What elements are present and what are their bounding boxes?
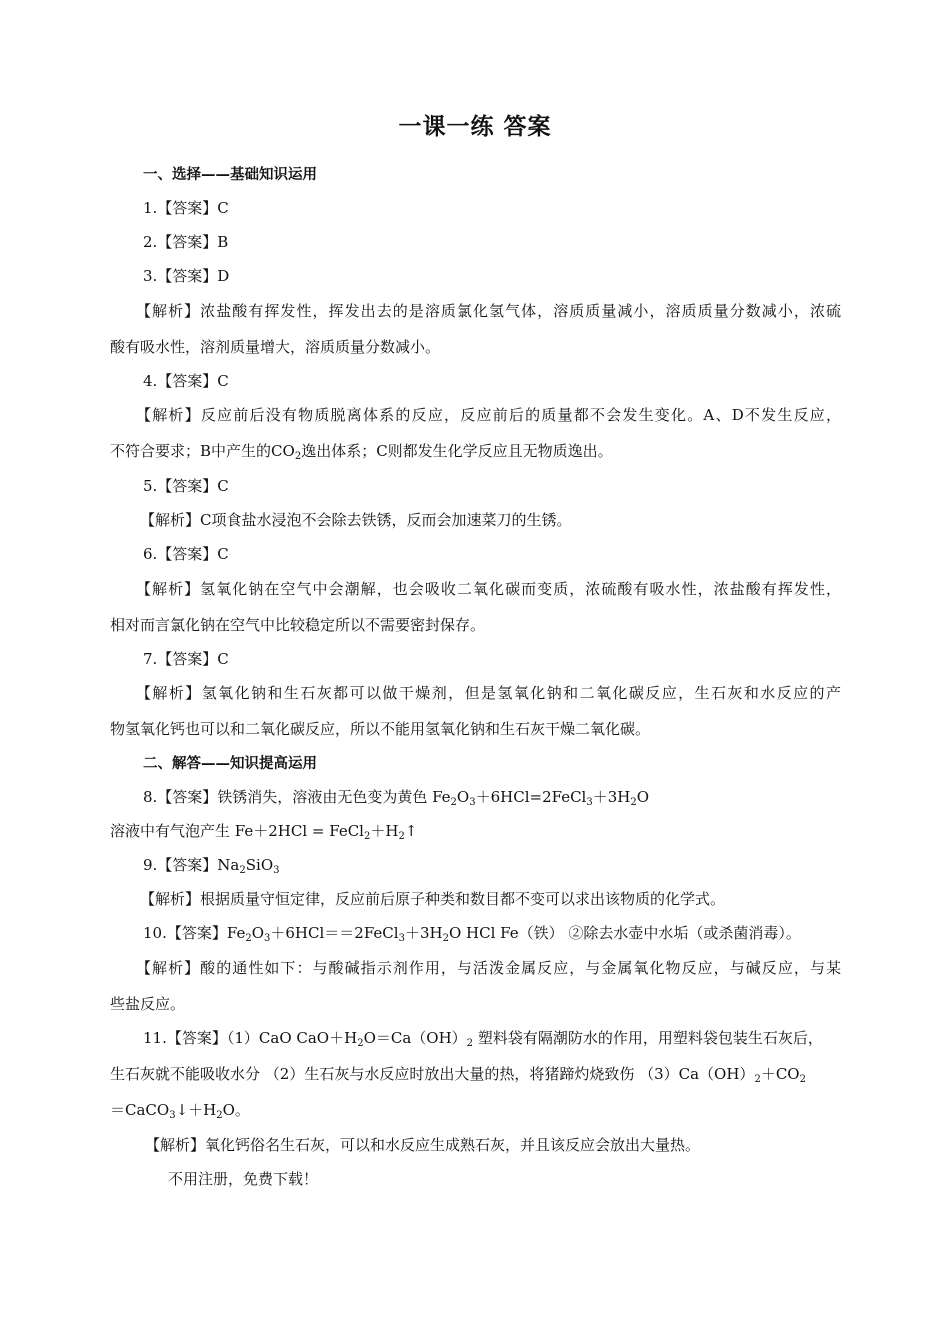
page-title: 一课一练 答案 [398,114,552,140]
answer-q11-line1: 11.【答案】（1）CaO $CaO+H_2O=Ca(OH)_2$ 塑料袋有隔潮防水的作用，用塑料袋包装生石灰后， [143,1029,823,1049]
explanation-q6-line2: 相对而言氯化钠在空气中比较稳定所以不需要密封保存。 [110,616,486,634]
explanation-q4-line2: 不符合要求；B中产生的$CO_2$逸出体系；C则都发生化学反应且无物质逸出。 [110,442,613,462]
explanation-q7-line1: 【解析】氢氧化钠和生石灰都可以做干燥剂，但是氢氧化钠和二氧化碳反应，生石灰和水反应的产 [136,684,841,702]
explanation-q11: 【解析】氧化钙俗名生石灰，可以和水反应生成熟石灰，并且该反应会放出大量热。 [145,1136,701,1154]
answer-q1: 1.【答案】C [143,199,229,217]
explanation-q9: 【解析】根据质量守恒定律，反应前后原子种类和数目都不变可以求出该物质的化学式。 [140,890,726,908]
answer-q4: 4.【答案】C [143,372,229,390]
answer-q6: 6.【答案】C [143,545,229,563]
explanation-q3-line1: 【解析】浓盐酸有挥发性，挥发出去的是溶质氯化氢气体，溶质质量减小，溶质质量分数减小，浓硫 [136,302,841,320]
answer-q7: 7.【答案】C [143,650,229,668]
explanation-q5: 【解析】C项食盐水浸泡不会除去铁锈，反而会加速菜刀的生锈。 [140,511,572,529]
answer-q3: 3.【答案】D [143,267,230,285]
explanation-q6-line1: 【解析】氢氧化钠在空气中会潮解，也会吸收二氧化碳而变质，浓硫酸有吸水性，浓盐酸有挥发性， [136,580,841,598]
answer-q8-line2: 溶液中有气泡产生 $Fe+2HCl = FeCl_2+H_2↑$ [110,822,418,842]
answer-q8-line1: 8.【答案】铁锈消失，溶液由无色变为黄色 $Fe_2O_3+6HCl=2FeCl_3+3H_2O$ [143,788,650,808]
explanation-q3-line2: 酸有吸水性，溶剂质量增大，溶质质量分数减小。 [110,338,441,356]
explanation-q4-line1: 【解析】反应前后没有物质脱离体系的反应，反应前后的质量都不会发生变化。A、D不发生反应， [136,406,841,424]
answer-q2: 2.【答案】B [143,233,229,251]
section-heading-choice: 一、选择——基础知识运用 [143,167,317,183]
answer-q9: 9.【答案】$Na_2SiO_3$ [143,856,280,876]
footer-note: 不用注册，免费下载！ [168,1170,319,1188]
answer-q11-line3: $=CaCO_3↓+H_2O$。 [110,1101,250,1121]
answer-q5: 5.【答案】C [143,477,229,495]
section-heading-answer: 二、解答——知识提高运用 [143,756,317,772]
explanation-q7-line2: 物氢氧化钙也可以和二氧化碳反应，所以不能用氢氧化钠和生石灰干燥二氧化碳。 [110,720,651,738]
explanation-q10-line2: 些盐反应。 [110,995,186,1013]
explanation-q10-line1: 【解析】酸的通性如下：与酸碱指示剂作用，与活泼金属反应，与金属氧化物反应，与碱反应，与某 [136,959,841,977]
answer-q10: 10.【答案】$Fe_2O_3+6HCl==2FeCl_3+3H_2O$ HCl Fe（铁） ②除去水壶中水垢（或杀菌消毒）。 [143,924,801,944]
answer-q11-line2: 生石灰就不能吸收水分 （2）生石灰与水反应时放出大量的热，将猪蹄灼烧致伤 $(3)Ca(OH)_2+CO_2$ [110,1065,806,1085]
